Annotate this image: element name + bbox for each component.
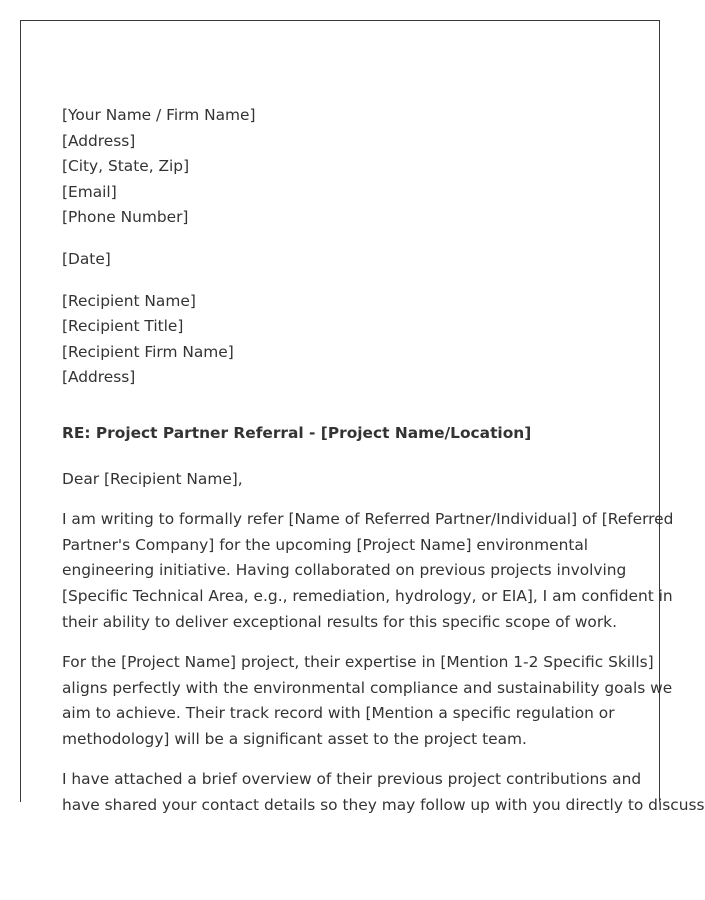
recipient-firm: [Recipient Firm Name] [62, 342, 234, 361]
recipient-block [62, 289, 632, 391]
recipient-name: [Recipient Name] [62, 291, 196, 310]
letter-content [62, 103, 705, 819]
body-paragraph-3 [62, 767, 705, 818]
paragraph-line: I am writing to formally refer [Name of Referred Partner/Individual] of [Referred [62, 510, 674, 529]
letter-page [20, 20, 705, 815]
sender-city-state-zip: [City, State, Zip] [62, 157, 190, 176]
paragraph-line: have shared your contact details so they may follow up with you directly to discuss [62, 796, 705, 815]
date-block [62, 247, 632, 273]
sender-name: [Your Name / Firm Name] [62, 106, 256, 124]
paragraph-line: [Specific Technical Area, e.g., remediation, hydrology, or EIA], I am confident in [62, 586, 673, 605]
sender-email: [Email] [62, 182, 117, 201]
paragraph-line: their ability to deliver exceptional results for this specific scope of work. [62, 612, 617, 631]
paragraph-line: aligns perfectly with the environmental compliance and sustainability goals we [62, 678, 673, 697]
subject-line: RE: Project Partner Referral - [Project Name/Location] [62, 423, 532, 442]
paragraph-line: aim to achieve. Their track record with [Mention a specific regulation or [62, 704, 615, 723]
recipient-title: [Recipient Title] [62, 317, 184, 336]
paragraph-line: For the [Project Name] project, their expertise in [Mention 1-2 Specific Skills] [62, 653, 654, 672]
sender-address: [Address] [62, 131, 136, 150]
paragraph-line: methodology] will be a significant asset to the project team. [62, 729, 527, 748]
salutation: Dear [Recipient Name], [62, 469, 243, 488]
paragraph-line: I have attached a brief overview of their previous project contributions and [62, 770, 642, 789]
sender-phone: [Phone Number] [62, 208, 189, 227]
recipient-address: [Address] [62, 368, 136, 387]
sender-block [62, 103, 632, 231]
body-paragraph-1 [62, 507, 674, 635]
body-paragraph-2 [62, 650, 673, 752]
paragraph-line: Partner's Company] for the upcoming [Project Name] environmental [62, 535, 589, 554]
letter-date: [Date] [62, 249, 111, 268]
paragraph-line: engineering initiative. Having collaborated on previous projects involving [62, 561, 627, 580]
